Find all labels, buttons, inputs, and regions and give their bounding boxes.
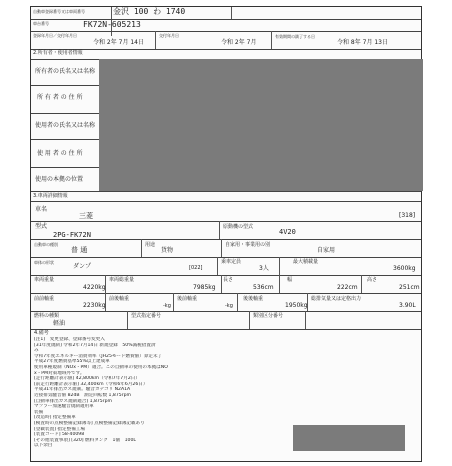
- capacity: 3人: [259, 265, 269, 272]
- private: 自家用: [317, 247, 336, 254]
- owner-section-title: 2.所有者・使用者情報: [33, 50, 83, 56]
- expiry-label: 有効期間の満了する日: [275, 34, 315, 39]
- expiry-date: 令和 8年 7月 13日: [337, 39, 388, 46]
- remark-line: 平成27年度燃費基準55%以上達成車: [34, 359, 110, 365]
- chassis-label: 車台番号: [33, 21, 49, 26]
- engine-label: 原動機の型式: [223, 224, 254, 230]
- reg-no-label: 自動車登録番号又は車両番号: [33, 9, 85, 14]
- remark-line: 令和7年度エネルギー消費効率（JH25モード燃費値）算定未了: [34, 353, 163, 359]
- redaction-block: [99, 59, 423, 191]
- gross-label: 車両総重量: [109, 277, 135, 283]
- fr-axle: -kg: [163, 303, 171, 309]
- body-name: 三菱: [79, 212, 93, 220]
- displacement-label: 総排気量又は定格出力: [311, 296, 362, 302]
- length: 536cm: [253, 284, 274, 291]
- use: 貨物: [161, 247, 174, 254]
- max-load-label: 最大積載量: [293, 259, 319, 265]
- class-no-label: 類別区分番号: [253, 313, 284, 319]
- rr-axle: 1950kg: [285, 302, 308, 309]
- remarks-title: 4.備考: [34, 330, 49, 336]
- width-label: 幅: [287, 277, 293, 283]
- kind: 普 通: [71, 246, 88, 254]
- remark-line: [検査時の点検整備記録簿等] 点検整備記録簿記載あり: [34, 420, 145, 426]
- remark-line: [注1] 変更登録、登録番号変更入: [34, 337, 105, 342]
- rf-axle-label: 後前軸重: [177, 296, 198, 302]
- remark-line: [自動車排出ガス規制適合] 1,875rpm: [34, 398, 113, 404]
- fuel-label: 燃料の種類: [34, 313, 60, 319]
- vehicle-registration-certificate: [30, 6, 422, 462]
- remarks-list: [34, 337, 284, 449]
- engine: 4V20: [279, 228, 296, 236]
- remark-line: [改造時] 指定整備車: [34, 415, 76, 421]
- remark-line: 近接排気騒音値 82dB 測定回転数 1,875rpm: [34, 392, 131, 398]
- length-label: 長さ: [223, 277, 234, 283]
- use-label: 用途: [145, 242, 156, 248]
- issue-label: 交付年月日: [159, 33, 179, 38]
- fuel: 軽油: [53, 320, 66, 327]
- cat-no-label: 型式指定番号: [131, 313, 162, 319]
- remark-line: 以下余白: [34, 443, 53, 449]
- user-address-label: 使 用 者 の 住 所: [37, 150, 83, 157]
- gross: 7985kg: [193, 284, 216, 291]
- remark-line: [31年度規制] 令和2年7月14日 新規登録 50%減税措置済: [34, 342, 156, 348]
- max-load: 3600kg: [393, 265, 416, 272]
- first-reg-date: 令和 2年 7月 14日: [93, 39, 144, 46]
- owner-address-label: 所 有 者 の 住 所: [37, 94, 83, 101]
- height: 251cm: [399, 284, 420, 291]
- chassis-number: FK72N-605213: [83, 20, 141, 29]
- weight-label: 車両重量: [34, 277, 55, 283]
- capacity-label: 乗車定員: [221, 259, 242, 265]
- kind-label: 自動車の種別: [34, 242, 58, 247]
- shape-code: [022]: [189, 265, 203, 271]
- ff-axle-label: 前前軸重: [34, 296, 55, 302]
- remark-line: 平成31年排出ガス規制。騒音カテゴリ N2A1A: [34, 387, 131, 393]
- remark-line: 装備: [34, 409, 44, 415]
- issue-date: 令和 2年 7月: [221, 39, 257, 46]
- rf-axle: -kg: [225, 303, 233, 309]
- vehicle-section-title: 3.車両詳細情報: [33, 193, 68, 199]
- remark-line: み: [34, 348, 39, 354]
- remark-line: [前走行距離計表示値] 32,400km（令和6年6月26日）: [34, 381, 148, 387]
- weight: 4220kg: [83, 284, 106, 291]
- shape-label: 車体の形状: [34, 260, 54, 265]
- body-name-label: 車名: [35, 206, 48, 213]
- shape: ダンプ: [73, 263, 92, 270]
- user-name-label: 使用者の氏名又は名称: [35, 122, 96, 129]
- remark-line: 使用車種規制（NOx・PM）適合。この自動車の使用の本拠はNO: [34, 364, 168, 370]
- body-code: [318]: [399, 212, 416, 219]
- remark-line: [走行距離計表示値] 42,800km（令和7年7月2日）: [34, 376, 140, 382]
- fr-axle-label: 前後軸重: [109, 296, 130, 302]
- first-reg-label: 登録年月日／交付年月日: [33, 33, 77, 38]
- width: 222cm: [337, 284, 358, 291]
- height-label: 高さ: [367, 277, 378, 283]
- owner-name-label: 所有者の氏名又は名称: [35, 68, 96, 75]
- private-label: 自家用・事業用の別: [225, 242, 271, 248]
- rr-axle-label: 後後軸重: [243, 296, 264, 302]
- reg-no: 金沢 100 わ 1740: [113, 7, 186, 16]
- remark-line: x・PM対策地域外です。: [34, 370, 85, 376]
- model: 2PG-FK72N: [53, 231, 91, 239]
- remark-line: [その他装置事項] [320] 燃料タンク 1個 100L: [34, 437, 136, 443]
- base-location-label: 使用の本拠の位置: [35, 176, 84, 183]
- remark-line: マフラー加速騒音規制適用車: [34, 404, 94, 410]
- redaction-stamp: [293, 425, 405, 451]
- remark-line: [装置コード] 58-40098: [34, 432, 85, 438]
- displacement: 3.90L: [399, 302, 416, 309]
- ff-axle: 2230kg: [83, 302, 106, 309]
- remark-line: [登載装置] 指定整備工場: [34, 426, 85, 432]
- model-label: 型式: [35, 223, 48, 230]
